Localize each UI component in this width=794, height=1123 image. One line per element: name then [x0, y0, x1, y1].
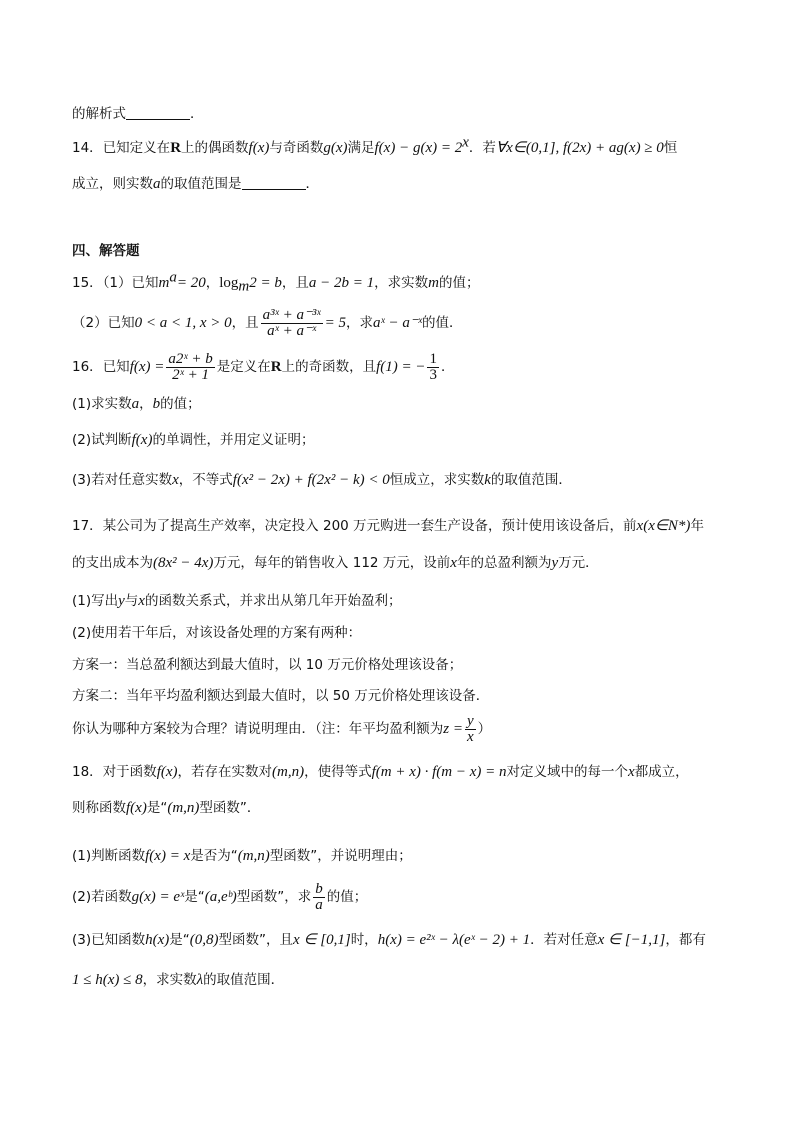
fraction: $\frac{y}{x}$ — [466, 712, 474, 745]
question-17-ask: 你认为哪种方案较为合理？请说明理由．（注：年平均盈利额为z = $\frac{y}{x}$ ） — [72, 712, 492, 745]
text-line: 的解析式 ． — [72, 106, 204, 122]
answer-blank — [242, 175, 306, 190]
question-16-part-1: (1)求实数a，b的值； — [72, 396, 201, 412]
question-17-part-1: (1)写出y与x的函数关系式，并求出从第几年开始盈利； — [72, 593, 402, 609]
question-14: 14．已知定义在R上的偶函数f(x)与奇函数g(x)满足$f(x) - g(x) = 2^x$．若∀x∈(0,1], f(2x) + ag(x) ≥ 0恒 — [72, 134, 678, 156]
question-18-part-2: (2)若函数g(x) = eˣ是“(a,eᵇ)型函数”，求 $\frac{b}{a}$ 的值； — [72, 880, 368, 913]
answer-blank — [126, 105, 190, 120]
section-heading: 四、解答题 — [72, 243, 140, 259]
question-17-part-2: (2)使用若干年后，对该设备处理的方案有两种： — [72, 625, 362, 641]
fraction: $\frac{\text{a2ˣ + b}}{\text{2ˣ + 1}}$ — [168, 350, 213, 383]
question-18-part-3-line-2: 1 ≤ h(x) ≤ 8，求实数λ的取值范围． — [72, 972, 285, 988]
fraction: $\frac{\text{a³ˣ + a⁻³ˣ}}{\text{aˣ + a⁻ˣ}}$ — [262, 306, 321, 339]
question-16-part-2: (2)试判断f(x)的单调性，并用定义证明； — [72, 432, 315, 448]
question-18: 18．对于函数f(x)，若存在实数对(m,n)，使得等式f(m + x) · f(m − x) = n对定义域中的每一个x都成立， — [72, 764, 689, 780]
question-14-line-2: 成立，则实数a的取值范围是 ． — [72, 176, 319, 192]
question-17: 17．某公司为了提高生产效率，决定投入 200 万元购进一套生产设备，预计使用该设备后，前x(x∈N*)年 — [72, 518, 704, 534]
plan-two: 方案二：当年平均盈利额达到最大值时，以 50 万元价格处理该设备． — [72, 688, 490, 704]
plan-one: 方案一：当总盈利额达到最大值时，以 10 万元价格处理该设备； — [72, 657, 463, 673]
question-17-line-2: 的支出成本为(8x² − 4x)万元，每年的销售收入 112 万元，设前x年的总盈利额为y万元． — [72, 555, 599, 571]
question-18-part-3: (3)已知函数h(x)是“(0,8)型函数”，且x ∈ [0,1]时，h(x) = e²ˣ − λ(eˣ − 2) + 1．若对任意x ∈ [−1,1]，都有 — [72, 932, 706, 948]
question-18-part-1: (1)判断函数f(x) = x是否为“(m,n)型函数”，并说明理由； — [72, 848, 412, 864]
question-18-line-2: 则称函数f(x)是“(m,n)型函数”． — [72, 800, 261, 816]
question-15: 15．（1）已知$m^a= 20$，$\log_m2 = b$，且a − 2b = 1，求实数m的值； — [72, 269, 480, 295]
question-16: 16．已知f(x) = $\frac{\text{a2ˣ + b}}{\text{2ˣ + 1}}$ 是定义在R上的奇函数，且f(1) = − $\frac{1}{3}$ ． — [72, 350, 455, 383]
fraction: $\frac{b}{a}$ — [315, 880, 323, 913]
fraction: $\frac{1}{3}$ — [429, 350, 437, 383]
question-16-part-3: (3)若对任意实数x，不等式f(x² − 2x) + f(2x² − k) < 0恒成立，求实数k的取值范围． — [72, 472, 572, 488]
question-15-part-2: （2）已知0 < a < 1, x > 0，且 $\frac{\text{a³ˣ + a⁻³ˣ}}{\text{aˣ + a⁻ˣ}}$ = 5，求aˣ − a⁻ˣ的值． — [72, 306, 463, 339]
